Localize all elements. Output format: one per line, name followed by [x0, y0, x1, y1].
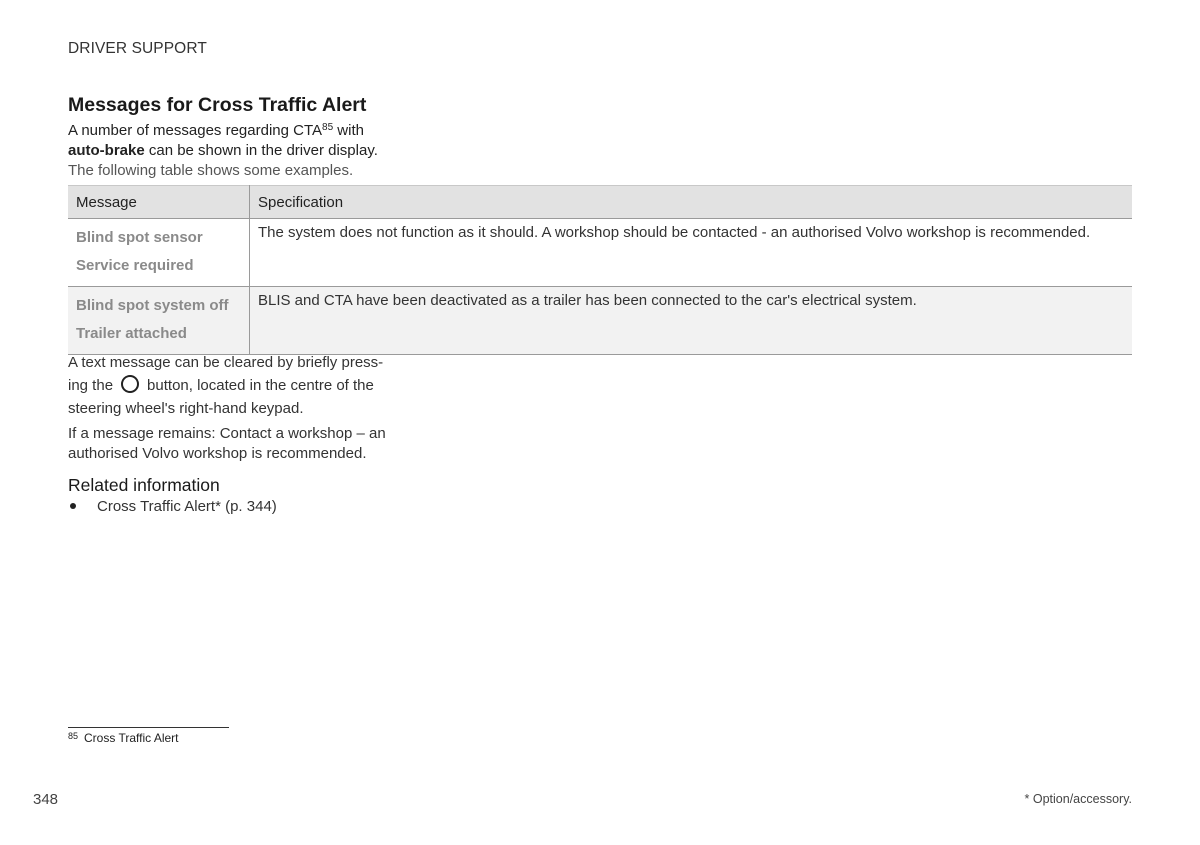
specification-cell: BLIS and CTA have been deactivated as a trailer has been connected to the car's electrical system.	[250, 287, 1133, 355]
related-link[interactable]	[68, 497, 277, 517]
specification-cell: The system does not function as it should. A workshop should be contacted - an authorised Volvo workshop is recommended.	[250, 219, 1133, 287]
intro-line-2	[68, 141, 428, 161]
related-link-label[interactable]: Cross Traffic Alert* (p. 344)	[97, 498, 277, 515]
footnote	[68, 731, 179, 745]
footnote-ref: 85	[322, 122, 334, 133]
message-line-2: Service required	[76, 257, 194, 274]
p1-line-2	[68, 373, 398, 399]
footnote-text: Cross Traffic Alert	[84, 731, 179, 745]
footnote-divider	[68, 727, 229, 728]
p1-after-icon: button, located in the centre of the	[147, 377, 374, 394]
circle-button-icon	[121, 375, 139, 393]
message-cell	[68, 287, 250, 355]
page-title: Messages for Cross Traffic Alert	[68, 94, 367, 116]
option-accessory-note: * Option/accessory.	[1024, 792, 1132, 806]
footnote-number: 85	[68, 731, 79, 741]
table-row	[68, 287, 1132, 355]
clear-message-paragraph	[68, 353, 398, 419]
p1-line-1: A text message can be cleared by briefly press-	[68, 354, 384, 371]
section-header: DRIVER SUPPORT	[68, 40, 207, 57]
intro-bold-term: auto-brake	[68, 142, 145, 159]
message-line-1: Blind spot system off	[76, 297, 229, 314]
p2-line-2: authorised Volvo workshop is recommended.	[68, 445, 367, 462]
intro-line-3: The following table shows some examples.	[68, 162, 354, 179]
messages-table	[68, 185, 1132, 355]
message-cell	[68, 219, 250, 287]
header-specification: Specification	[250, 186, 1133, 219]
intro-line-1-suffix: with	[333, 122, 364, 139]
p2-line-1: If a message remains: Contact a workshop – an	[68, 425, 386, 442]
header-message: Message	[68, 186, 250, 219]
bullet-icon	[70, 503, 76, 509]
workshop-paragraph	[68, 424, 398, 464]
message-line-2: Trailer attached	[76, 325, 187, 342]
related-info-list	[68, 497, 277, 517]
page-number: 348	[33, 791, 59, 808]
related-info-heading: Related information	[68, 475, 220, 495]
p1-line-3: steering wheel's right-hand keypad.	[68, 400, 304, 417]
intro-text	[68, 121, 428, 181]
table-header-row	[68, 186, 1132, 219]
intro-line-1-prefix: A number of messages regarding CTA	[68, 122, 323, 139]
p1-before-icon: ing the	[68, 377, 114, 394]
table-row	[68, 219, 1132, 287]
intro-line-1	[68, 121, 428, 141]
intro-line-2-suffix: can be shown in the driver display.	[144, 142, 378, 159]
message-line-1: Blind spot sensor	[76, 229, 203, 246]
